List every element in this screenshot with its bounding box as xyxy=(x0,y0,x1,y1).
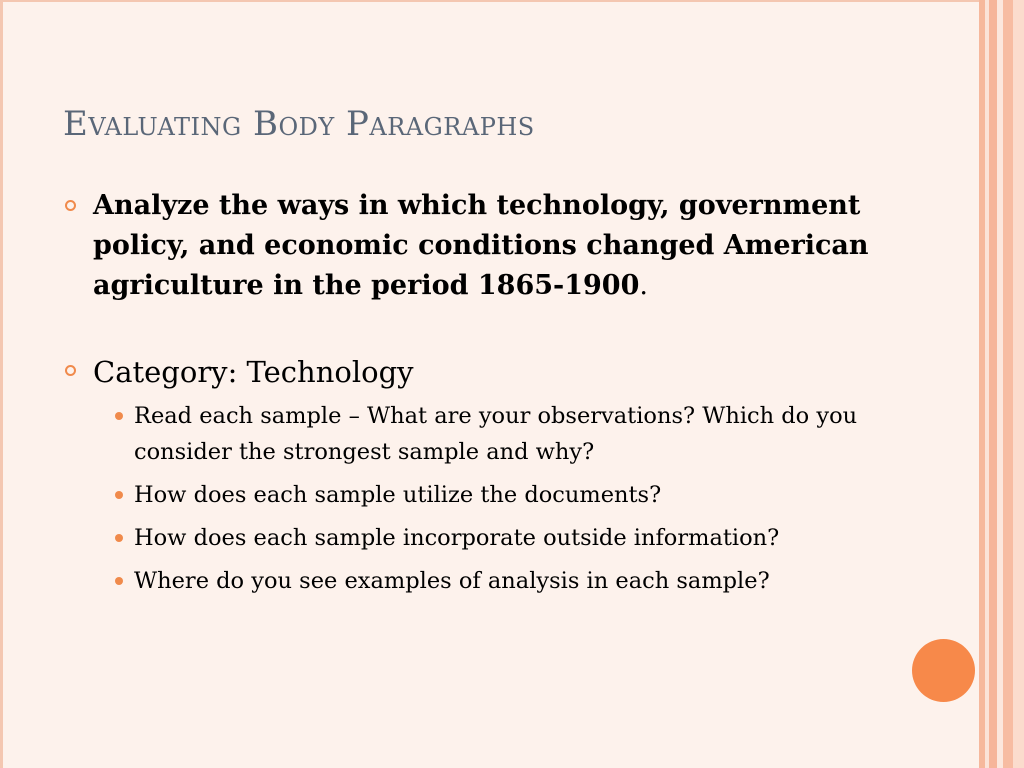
category-item xyxy=(60,354,950,599)
decorative-stripe xyxy=(1013,0,1024,768)
category-label: Category: Technology xyxy=(93,355,414,389)
decorative-stripe xyxy=(1003,0,1013,768)
dot-bullet-icon xyxy=(115,534,123,542)
list-item xyxy=(93,520,950,556)
list-item xyxy=(93,477,950,513)
slide-title: Evaluating Body Paragraphs xyxy=(63,104,535,144)
decorative-stripe xyxy=(989,0,997,768)
list-item-text: Where do you see examples of analysis in each sample? xyxy=(134,568,770,594)
slide-body xyxy=(60,186,950,606)
list-item xyxy=(93,563,950,599)
category-points xyxy=(93,398,950,599)
list-item-text: Read each sample – What are your observations? Which do you consider the strongest sample and why? xyxy=(134,403,858,465)
dot-bullet-icon xyxy=(115,491,123,499)
ring-bullet-icon xyxy=(65,365,76,376)
list-item-text: How does each sample utilize the documents? xyxy=(134,482,662,508)
essay-question-end: . xyxy=(639,270,648,301)
left-border xyxy=(0,0,3,768)
dot-bullet-icon xyxy=(115,412,123,420)
decorative-circle xyxy=(912,639,975,702)
ring-bullet-icon xyxy=(65,200,76,211)
question-item xyxy=(60,186,950,306)
dot-bullet-icon xyxy=(115,577,123,585)
essay-question-text: Analyze the ways in which technology, government policy, and economic conditions changed American agriculture in the period 1865-1900 xyxy=(93,190,869,301)
top-border xyxy=(0,0,1024,2)
list-item-text: How does each sample incorporate outside information? xyxy=(134,525,780,551)
list-item xyxy=(93,398,950,470)
essay-question xyxy=(93,186,950,306)
